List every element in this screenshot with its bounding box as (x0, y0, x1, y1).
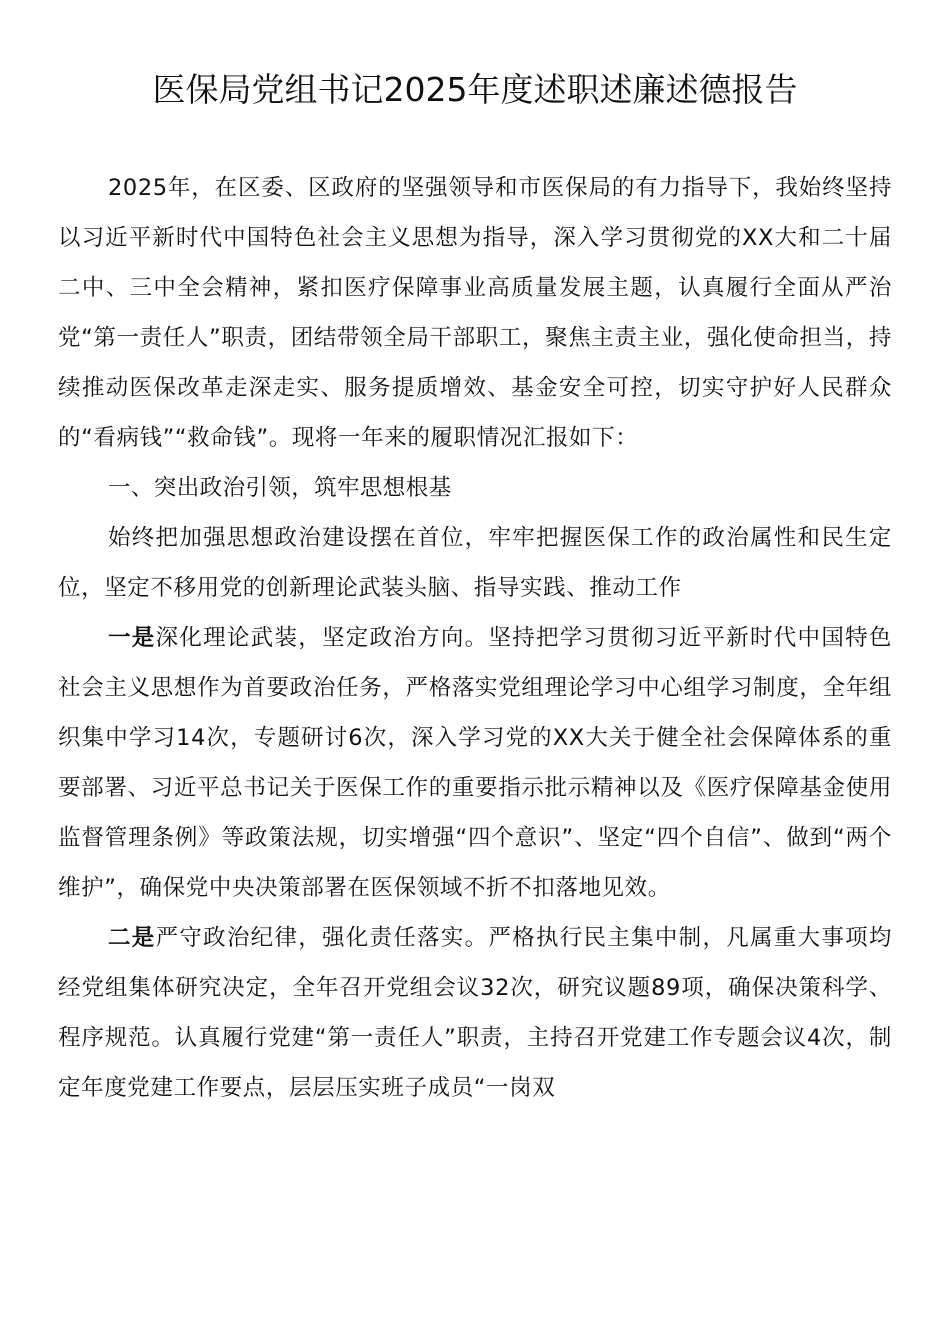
point-lead: 一是 (108, 625, 156, 651)
point-text: 深化理论武装，坚定政治方向。坚持把学习贯彻习近平新时代中国特色社会主义思想作为首要政治任务，严格落实党组理论学习中心组学习制度，全年组织集中学习14次，专题研讨6次，深入学习党的XX大关于健全社会保障体系的重要部署、习近平总书记关于医保工作的重要指示批示精神以及《医疗保障基金使用监督管理条例》等政策法规，切实增强“四个意识”、坚定“四个自信”、做到“两个维护”，确保党中央决策部署在医保领域不折不扣落地见效。 (58, 625, 892, 901)
point-lead: 二是 (108, 925, 156, 951)
document-title: 医保局党组书记2025年度述职述廉述德报告 (152, 70, 798, 109)
point-paragraph-2 (58, 913, 892, 1113)
point-paragraph-1 (58, 613, 892, 913)
document-body (58, 163, 892, 1113)
intro-paragraph: 2025年，在区委、区政府的坚强领导和市医保局的有力指导下，我始终坚持以习近平新时代中国特色社会主义思想为指导，深入学习贯彻党的XX大和二十届二中、三中全会精神，紧扣医疗保障事业高质量发展主题，认真履行全面从严治党“第一责任人”职责，团结带领全局干部职工，聚焦主责主业，强化使命担当，持续推动医保改革走深走实、服务提质增效、基金安全可控，切实守护好人民群众的“看病钱”“救命钱”。现将一年来的履职情况汇报如下： (58, 175, 892, 451)
section-summary: 始终把加强思想政治建设摆在首位，牢牢把握医保工作的政治属性和民生定位，坚定不移用党的创新理论武装头脑、指导实践、推动工作 (58, 525, 892, 601)
section-heading: 一、突出政治引领，筑牢思想根基 (108, 475, 452, 501)
point-text: 严守政治纪律，强化责任落实。严格执行民主集中制，凡属重大事项均经党组集体研究决定，全年召开党组会议32次，研究议题89项，确保决策科学、程序规范。认真履行党建“第一责任人”职责，主持召开党建工作专题会议4次，制定年度党建工作要点，层层压实班子成员“一岗双 (58, 925, 892, 1101)
